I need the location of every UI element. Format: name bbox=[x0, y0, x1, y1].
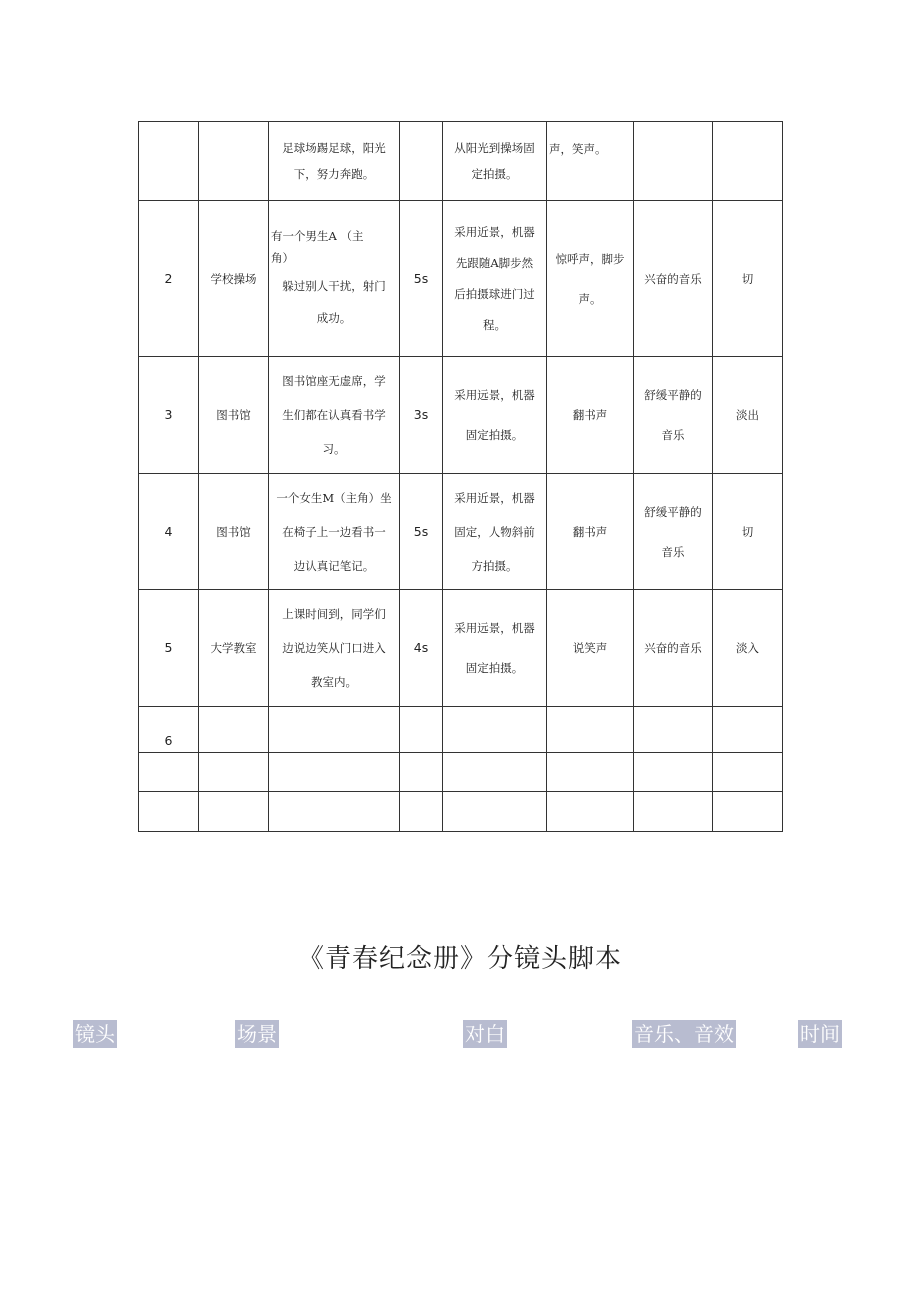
camera-cell: 采用远景，机器 固定拍摄。 bbox=[443, 357, 547, 474]
music-cell: 兴奋的音乐 bbox=[634, 201, 713, 357]
transition-cell bbox=[713, 122, 783, 201]
table-row bbox=[139, 122, 783, 201]
transition-cell: 淡入 bbox=[713, 590, 783, 707]
header-dialogue: 对白 bbox=[465, 1022, 505, 1046]
content-cell: 足球场踢足球，阳光 下，努力奔跑。 bbox=[269, 122, 400, 201]
duration-cell: 3s bbox=[400, 357, 443, 474]
shot-number-cell bbox=[139, 753, 199, 792]
camera-cell: 采用近景，机器 固定，人物斜前 方拍摄。 bbox=[443, 474, 547, 590]
scene-cell: 大学教室 bbox=[199, 590, 269, 707]
music-cell bbox=[634, 792, 713, 832]
transition-cell bbox=[713, 753, 783, 792]
sound-cell: 说笑声 bbox=[547, 590, 634, 707]
scene-cell: 图书馆 bbox=[199, 357, 269, 474]
shot-number-cell: 3 bbox=[139, 357, 199, 474]
duration-cell: 5s bbox=[400, 201, 443, 357]
content-cell bbox=[269, 792, 400, 832]
scene-cell: 学校操场 bbox=[199, 201, 269, 357]
music-cell: 舒缓平静的 音乐 bbox=[634, 474, 713, 590]
camera-cell: 从阳光到操场固 定拍摄。 bbox=[443, 122, 547, 201]
shot-number-cell bbox=[139, 122, 199, 201]
sound-cell: 翻书声 bbox=[547, 357, 634, 474]
shot-number-cell: 4 bbox=[139, 474, 199, 590]
table-row bbox=[139, 753, 783, 792]
sound-cell bbox=[547, 707, 634, 753]
transition-cell bbox=[713, 792, 783, 832]
music-cell: 舒缓平静的 音乐 bbox=[634, 357, 713, 474]
duration-cell bbox=[400, 792, 443, 832]
content-cell: 上课时间到，同学们 边说边笑从门口进入 教室内。 bbox=[269, 590, 400, 707]
sound-cell: 惊呼声，脚步 声。 bbox=[547, 201, 634, 357]
shot-number-cell: 5 bbox=[139, 590, 199, 707]
table-row bbox=[139, 474, 783, 590]
music-cell bbox=[634, 122, 713, 201]
camera-cell: 采用近景，机器 先跟随A脚步然 后拍摄球进门过 程。 bbox=[443, 201, 547, 357]
music-cell bbox=[634, 707, 713, 753]
table-row bbox=[139, 707, 783, 753]
table-row bbox=[139, 357, 783, 474]
content-cell bbox=[269, 707, 400, 753]
music-cell: 兴奋的音乐 bbox=[634, 590, 713, 707]
header-shot: 镜头 bbox=[75, 1022, 115, 1046]
camera-cell bbox=[443, 707, 547, 753]
table-row bbox=[139, 590, 783, 707]
content-cell: 一个女生M（主角）坐 在椅子上一边看书一 边认真记笔记。 bbox=[269, 474, 400, 590]
content-cell: 图书馆座无虚席，学 生们都在认真看书学 习。 bbox=[269, 357, 400, 474]
camera-cell bbox=[443, 753, 547, 792]
sound-cell bbox=[547, 753, 634, 792]
camera-cell: 采用远景，机器 固定拍摄。 bbox=[443, 590, 547, 707]
document-title: 《青春纪念册》分镜头脚本 bbox=[297, 944, 622, 974]
shot-number-cell bbox=[139, 792, 199, 832]
transition-cell: 切 bbox=[713, 201, 783, 357]
transition-cell bbox=[713, 707, 783, 753]
scene-cell bbox=[199, 122, 269, 201]
shot-number-cell: 6 bbox=[139, 707, 199, 753]
sound-cell: 翻书声 bbox=[547, 474, 634, 590]
transition-cell: 切 bbox=[713, 474, 783, 590]
duration-cell bbox=[400, 753, 443, 792]
table-row bbox=[139, 792, 783, 832]
header-time: 时间 bbox=[800, 1022, 840, 1046]
camera-cell bbox=[443, 792, 547, 832]
music-cell bbox=[634, 753, 713, 792]
table-row bbox=[139, 201, 783, 357]
duration-cell: 4s bbox=[400, 590, 443, 707]
sound-cell bbox=[547, 792, 634, 832]
scene-cell bbox=[199, 707, 269, 753]
content-cell bbox=[269, 753, 400, 792]
scene-cell bbox=[199, 753, 269, 792]
duration-cell bbox=[400, 707, 443, 753]
header-scene: 场景 bbox=[237, 1022, 277, 1046]
content-cell: 有一个男生A （主 角） 躲过别人干扰，射门 成功。 bbox=[269, 201, 400, 357]
sound-cell: 声，笑声。 bbox=[547, 122, 634, 201]
shot-number-cell: 2 bbox=[139, 201, 199, 357]
transition-cell: 淡出 bbox=[713, 357, 783, 474]
scene-cell: 图书馆 bbox=[199, 474, 269, 590]
header-music-sfx: 音乐、音效 bbox=[634, 1022, 734, 1046]
duration-cell: 5s bbox=[400, 474, 443, 590]
storyboard-table bbox=[138, 121, 783, 832]
scene-cell bbox=[199, 792, 269, 832]
duration-cell bbox=[400, 122, 443, 201]
